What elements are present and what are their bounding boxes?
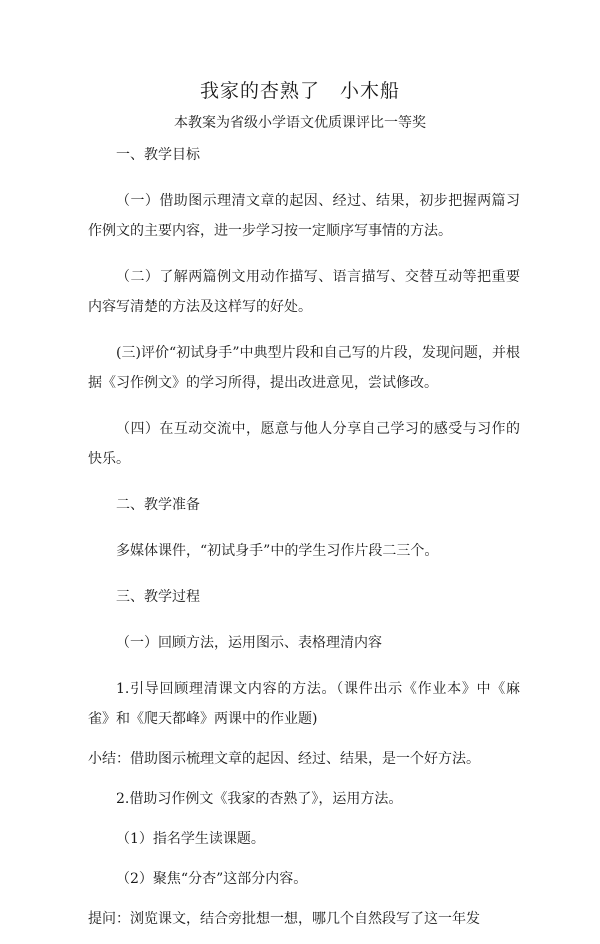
paragraph: （二）了解两篇例文用动作描写、语言描写、交替互动等把重要内容写清楚的方法及这样写的好处。 (88, 269, 520, 315)
paragraph: 提问：浏览课文，结合旁批想一想，哪几个自然段写了这一年发 (88, 911, 480, 927)
section-heading-preparation: 二、教学准备 (116, 497, 200, 513)
page-title: 我家的杏熟了 小木船 (199, 80, 400, 102)
paragraph: 多媒体课件，“初试身手”中的学生习作片段二三个。 (116, 543, 439, 559)
section-heading-process: 三、教学过程 (116, 589, 200, 605)
document-body (88, 140, 520, 944)
paragraph: （一）回顾方法，运用图示、表格理清内容 (116, 635, 382, 651)
paragraph: （2）聚焦“分杏”这部分内容。 (116, 871, 308, 887)
section-heading-objectives: 一、教学目标 (116, 147, 200, 163)
page-subtitle: 本教案为省级小学语文优质课评比一等奖 (174, 115, 426, 131)
paragraph: 小结：借助图示梳理文章的起因、经过、结果，是一个好方法。 (88, 751, 480, 767)
paragraph: （四）在互动交流中，愿意与他人分享自己学习的感受与习作的快乐。 (88, 421, 520, 467)
paragraph: 2.借助习作例文《我家的杏熟了》，运用方法。 (116, 791, 403, 807)
paragraph: (三)评价“初试身手”中典型片段和自己写的片段，发现问题，并根据《习作例文》的学习所得，提出改进意见，尝试修改。 (88, 345, 520, 391)
paragraph: （1）指名学生读课题。 (116, 831, 265, 847)
paragraph: 1.引导回顾理清课文内容的方法。（课件出示《作业本》中《麻雀》和《爬天都峰》两课中的作业题) (88, 681, 520, 727)
paragraph: （一）借助图示理清文章的起因、经过、结果，初步把握两篇习作例文的主要内容，进一步学习按一定顺序写事情的方法。 (88, 193, 520, 239)
